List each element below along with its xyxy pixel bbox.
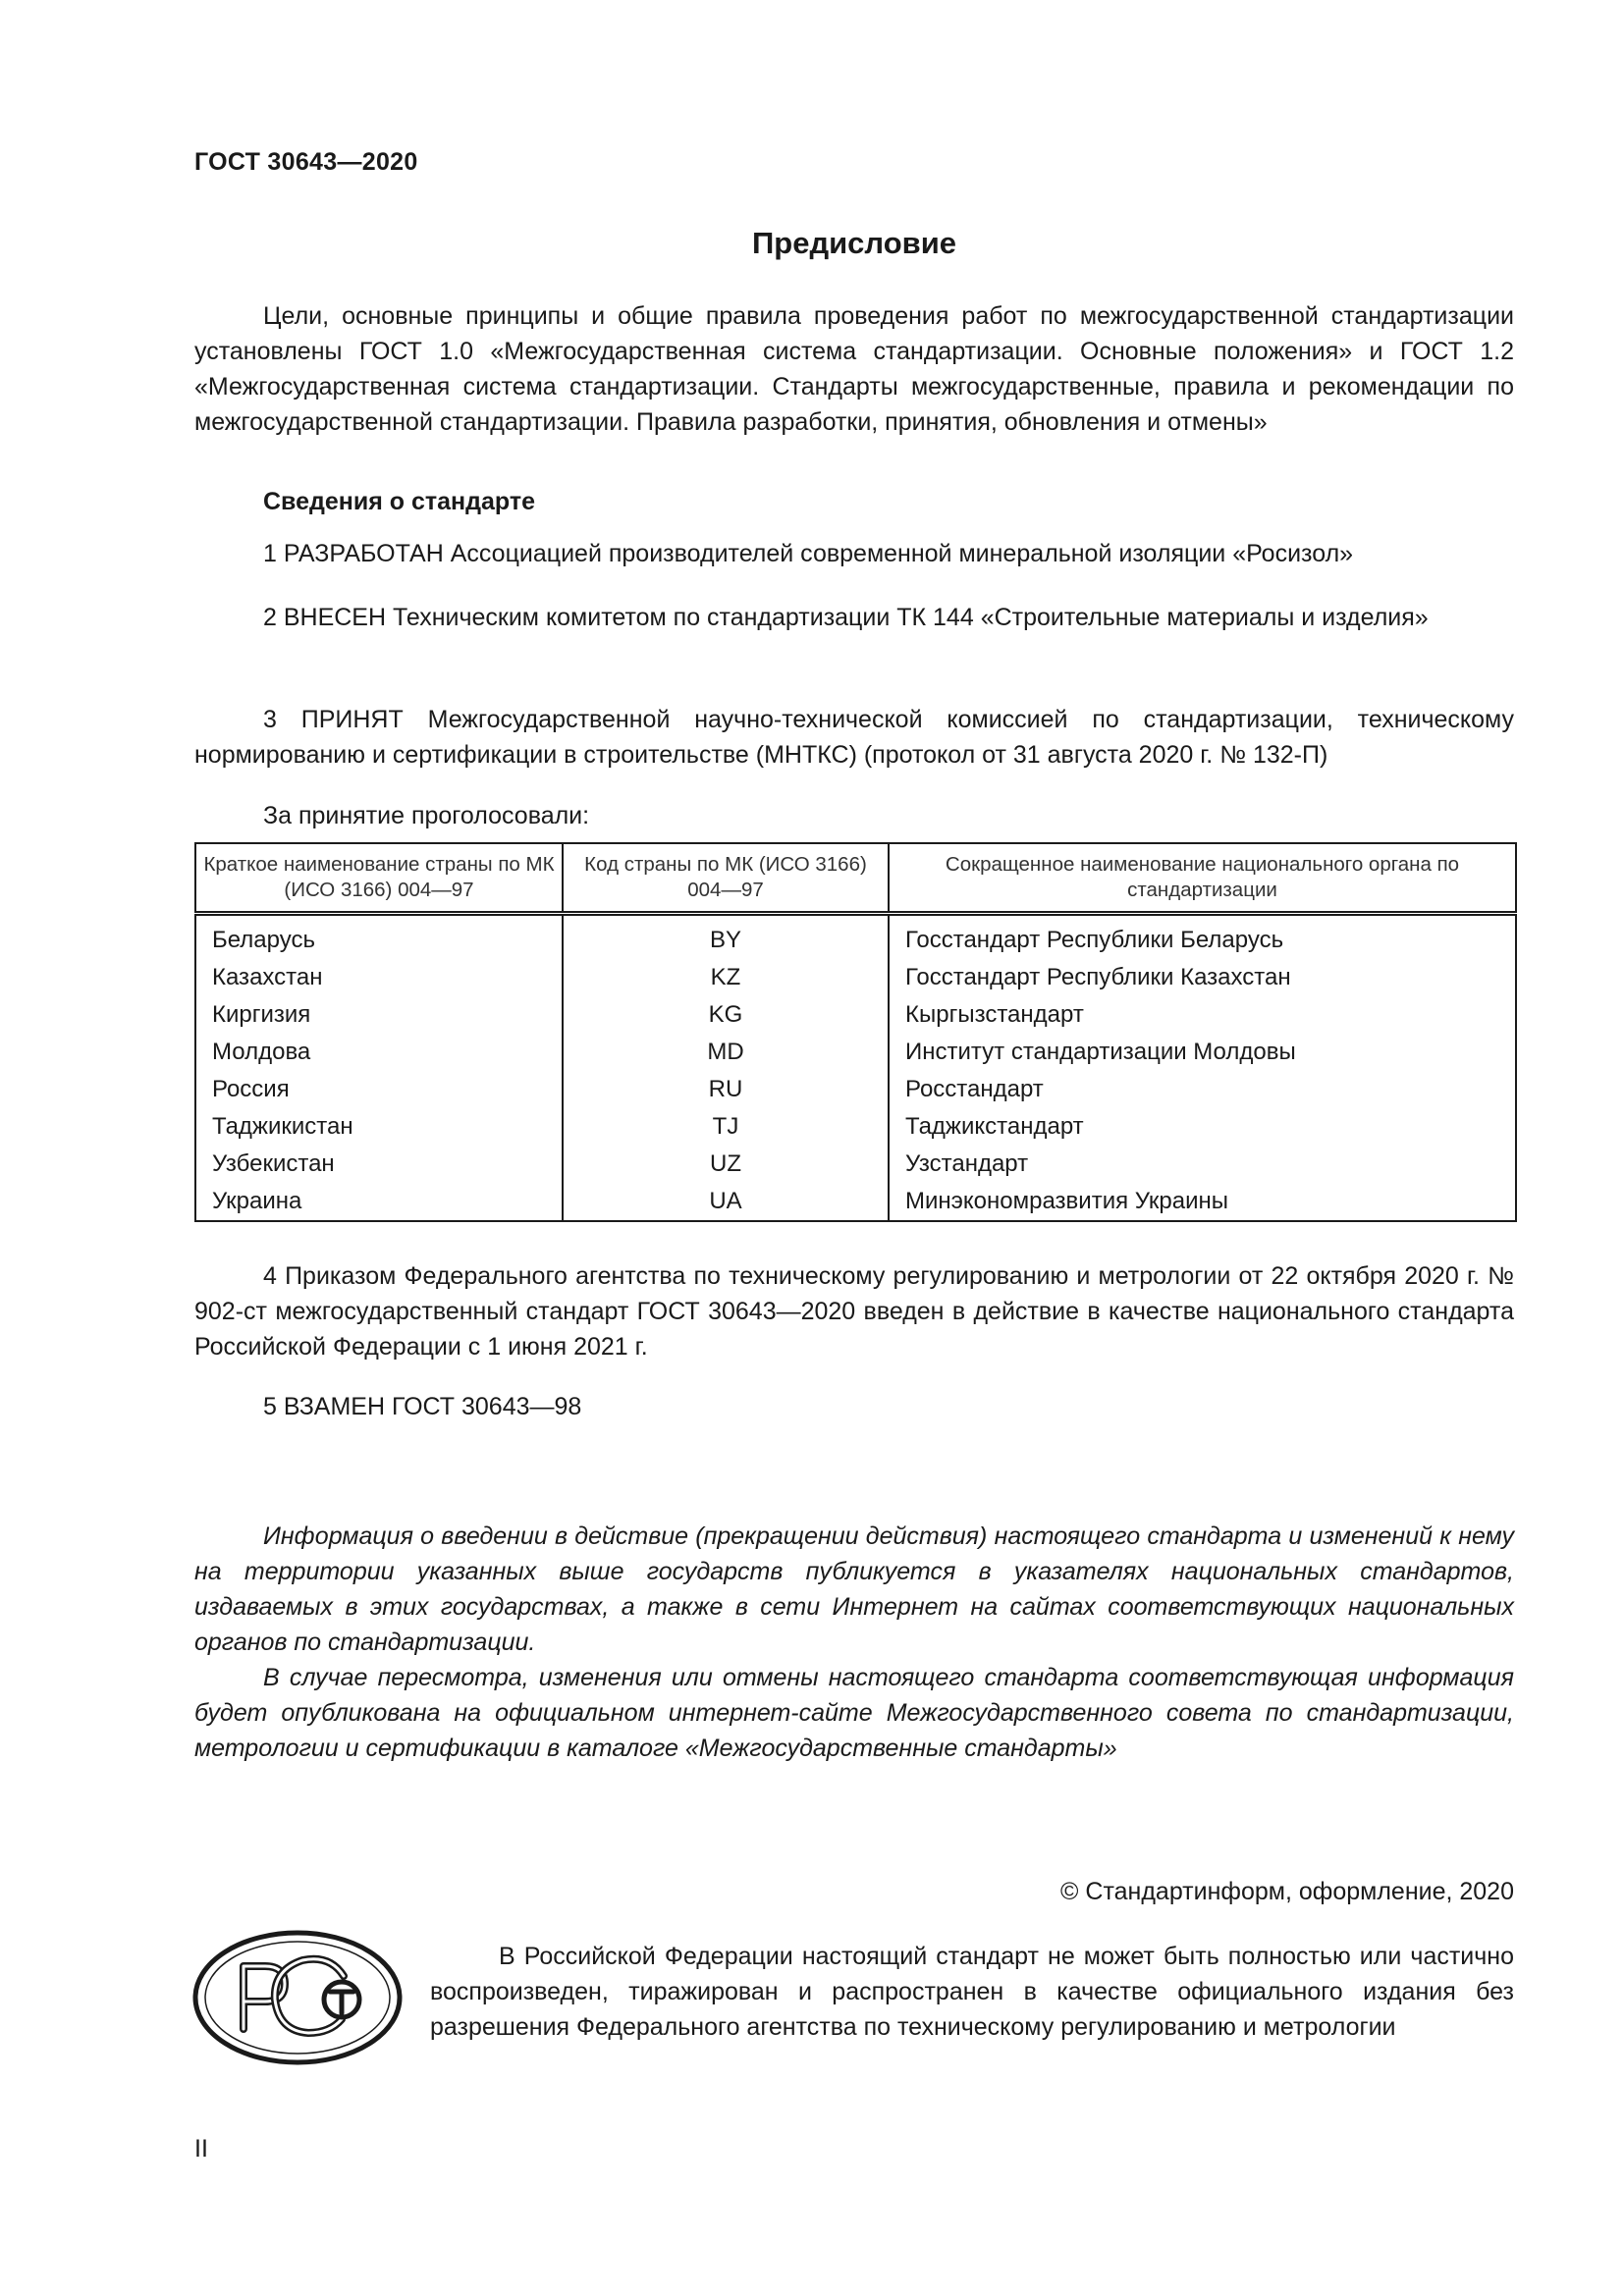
country-name: Киргизия	[195, 996, 563, 1034]
country-code: BY	[563, 914, 889, 960]
info-heading: Сведения о стандарте	[263, 488, 536, 515]
country-code: KG	[563, 996, 889, 1034]
item-replaces: 5 ВЗАМЕН ГОСТ 30643—98	[263, 1393, 582, 1420]
table-header-row	[195, 843, 1516, 914]
rst-logo	[192, 1929, 403, 2071]
national-body: Госстандарт Республики Беларусь	[889, 914, 1516, 960]
country-code: MD	[563, 1034, 889, 1071]
table-row	[195, 1071, 1516, 1108]
table-row	[195, 1183, 1516, 1221]
intro-paragraph: Цели, основные принципы и общие правила проведения работ по межгосударственной стандартизации установлены ГОСТ 1.0 «Межгосударственная система стандартизации. Основные положения» и ГОСТ 1.2 «Межгосударственная система стандартизации. Стандарты межгосударственные, правила и рекомендации по межгосударственной стандартизации. Правила разработки, принятия, обновления и отмены»	[194, 302, 1514, 436]
voted-label: За принятие проголосовали:	[263, 802, 590, 829]
national-body: Институт стандартизации Молдовы	[889, 1034, 1516, 1071]
page-title: Предисловие	[751, 226, 956, 260]
country-code: RU	[563, 1071, 889, 1108]
item-introduced: 2 ВНЕСЕН Техническим комитетом по стандартизации ТК 144 «Строительные материалы и изделия»	[263, 604, 1429, 631]
voting-table	[194, 842, 1517, 1222]
header-country-code: Код страны по МК (ИСО 3166) 004—97	[563, 843, 889, 914]
country-name: Таджикистан	[195, 1108, 563, 1146]
table-row	[195, 1108, 1516, 1146]
country-code: KZ	[563, 959, 889, 996]
table-row	[195, 1034, 1516, 1071]
country-code: UZ	[563, 1146, 889, 1183]
header-national-body: Сокращенное наименование национального органа по стандартизации	[889, 843, 1516, 914]
copyright-line: © Стандартинформ, оформление, 2020	[1060, 1878, 1514, 1905]
country-name: Россия	[195, 1071, 563, 1108]
rst-certification-mark-icon	[192, 1929, 403, 2066]
country-name: Молдова	[195, 1034, 563, 1071]
item-adopted: 3 ПРИНЯТ Межгосударственной научно-технической комиссией по стандартизации, техническому нормированию и сертификации в строительстве (МНТКС) (протокол от 31 августа 2020 г. № 132-П)	[194, 706, 1514, 769]
country-name: Узбекистан	[195, 1146, 563, 1183]
table-row	[195, 996, 1516, 1034]
table-row	[195, 959, 1516, 996]
table-row	[195, 914, 1516, 960]
national-body: Росстандарт	[889, 1071, 1516, 1108]
country-name: Беларусь	[195, 914, 563, 960]
table-row	[195, 1146, 1516, 1183]
notice-paragraph-2: В случае пересмотра, изменения или отмены настоящего стандарта соответствующая информация будет опубликована на официальном интернет-сайте Межгосударственного совета по стандартизации, метрологии и сертификации в каталоге «Межгосударственные стандарты»	[194, 1664, 1514, 1762]
national-body: Узстандарт	[889, 1146, 1516, 1183]
item-order: 4 Приказом Федерального агентства по техническому регулированию и метрологии от 22 октября 2020 г. № 902-ст межгосударственный стандарт ГОСТ 30643—2020 введен в действие в качестве национального стандарта Российской Федерации с 1 июня 2021 г.	[194, 1262, 1514, 1361]
page-number: II	[194, 2135, 208, 2163]
national-body: Госстандарт Республики Казахстан	[889, 959, 1516, 996]
header-country-name: Краткое наименование страны по МК (ИСО 3166) 004—97	[195, 843, 563, 914]
notice-paragraph-1: Информация о введении в действие (прекращении действия) настоящего стандарта и изменений к нему на территории указанных выше государств публикуется в указателях национальных стандартов, издаваемых в этих государствах, а также в сети Интернет на сайтах соответствующих национальных органов по стандартизации.	[194, 1522, 1514, 1656]
item-developed: 1 РАЗРАБОТАН Ассоциацией производителей современной минеральной изоляции «Росизол»	[263, 540, 1354, 567]
national-body: Минэкономразвития Украины	[889, 1183, 1516, 1221]
country-name: Украина	[195, 1183, 563, 1221]
country-code: TJ	[563, 1108, 889, 1146]
document-id: ГОСТ 30643—2020	[194, 148, 418, 176]
rights-notice: В Российской Федерации настоящий стандарт не может быть полностью или частично воспроизведен, тиражирован и распространен в качестве официального издания без разрешения Федерального агентства по техническому регулированию и метрологии	[430, 1943, 1514, 2041]
national-body: Таджикстандарт	[889, 1108, 1516, 1146]
country-name: Казахстан	[195, 959, 563, 996]
national-body: Кыргызстандарт	[889, 996, 1516, 1034]
country-code: UA	[563, 1183, 889, 1221]
